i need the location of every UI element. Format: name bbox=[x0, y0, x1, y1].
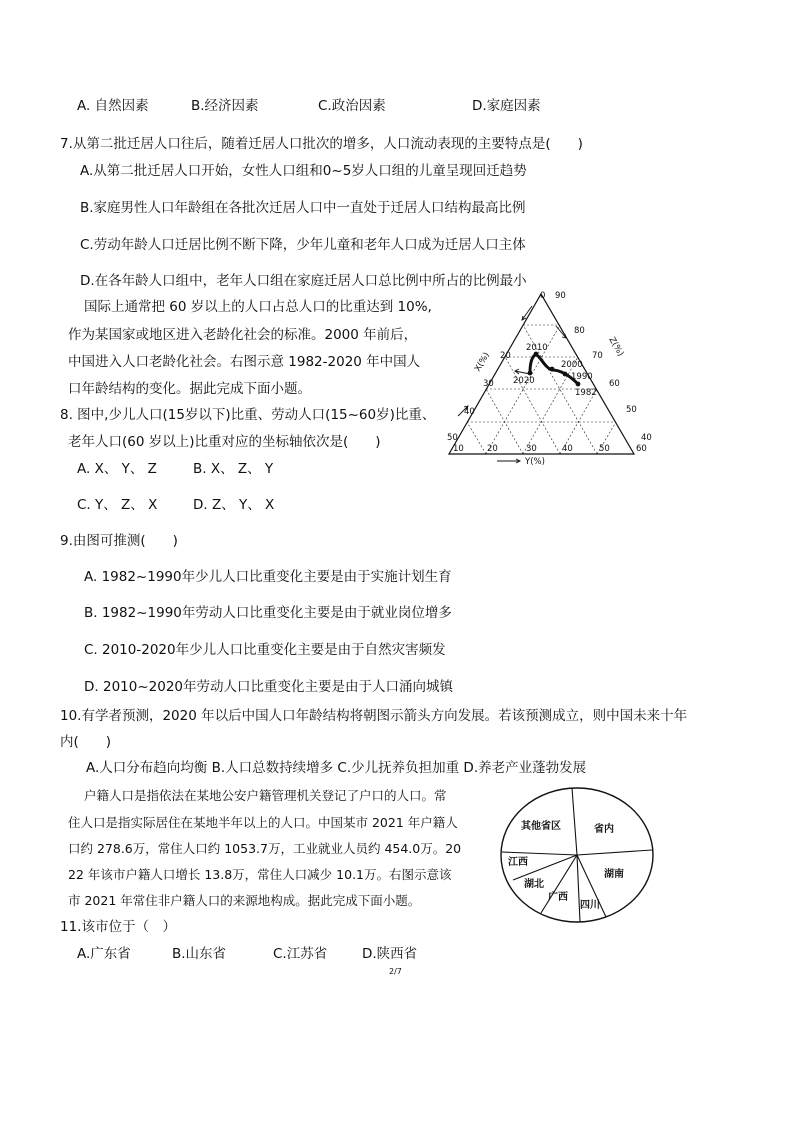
right-tick-70: 70 bbox=[592, 351, 603, 361]
q9-option-c: C. 2010-2020年少儿人口比重变化主要是由于自然灾害频发 bbox=[84, 642, 446, 658]
ternary-triangle bbox=[449, 294, 634, 454]
q10-stem-line-2: 内( ) bbox=[60, 734, 112, 750]
q10-stem-line-1: 10.有学者预测，2020 年以后中国人口年龄结构将朝图示箭头方向发展。若该预测成立，则中国未来十年 bbox=[60, 708, 688, 724]
q6-option-a: A. 自然因素 bbox=[77, 98, 149, 114]
q6-option-c: C.政治因素 bbox=[318, 98, 386, 114]
q8-option-d: D. Z、 Y、 X bbox=[193, 497, 275, 513]
q8-option-a: A. X、 Y、 Z bbox=[77, 461, 157, 477]
right-tick-60: 60 bbox=[609, 379, 620, 389]
left-tick-40: 40 bbox=[464, 407, 475, 417]
year-label-1982: 1982 bbox=[575, 388, 597, 398]
year-label-2000: 2000 bbox=[561, 360, 583, 370]
axis-z-label: Z(%) bbox=[606, 335, 626, 359]
year-label-2020: 2020 bbox=[513, 376, 535, 386]
q6-option-d: D.家庭因素 bbox=[472, 98, 541, 114]
q11-stem: 11.该市位于（ ） bbox=[60, 919, 176, 935]
q9-option-a: A. 1982~1990年少儿人口比重变化主要是由于实施计划生育 bbox=[84, 569, 452, 585]
q7-option-d: D.在各年龄人口组中，老年人口组在家庭迁居人口总比例中所占的比例最小 bbox=[80, 273, 527, 289]
q9-option-b: B. 1982~1990年劳动人口比重变化主要是由于就业岗位增多 bbox=[84, 605, 452, 621]
q11-option-a: A.广东省 bbox=[77, 946, 131, 962]
q8-stem-line-1: 8. 图中,少儿人口(15岁以下)比重、劳动人口(15~60岁)比重、 bbox=[60, 407, 436, 423]
passage1-line-2: 作为某国家或地区进入老龄化社会的标准。2000 年前后， bbox=[68, 327, 418, 343]
axis-y-label: Y(%) bbox=[525, 457, 545, 465]
right-tick-40: 40 bbox=[641, 433, 652, 443]
pie-label-jiangxi: 江西 bbox=[508, 857, 528, 868]
right-tick-80: 80 bbox=[574, 326, 585, 336]
q11-option-c: C.江苏省 bbox=[273, 946, 328, 962]
ternary-diagram bbox=[440, 285, 655, 465]
q7-option-a: A.从第二批迁居人口开始，女性人口组和0~5岁人口组的儿童呈现回迁趋势 bbox=[80, 163, 527, 179]
q10-options: A.人口分布趋向均衡 B.人口总数持续增多 C.少儿抚养负担加重 D.养老产业蓬勃发展 bbox=[86, 760, 587, 776]
bottom-tick-50: 50 bbox=[599, 444, 610, 454]
source-pie-chart bbox=[498, 786, 660, 928]
q7-option-c: C.劳动年龄人口迁居比例不断下降，少年儿童和老年人口成为迁居人口主体 bbox=[80, 237, 526, 253]
pie-label-hunan: 湖南 bbox=[604, 869, 624, 880]
year-label-1990: 1990 bbox=[571, 372, 593, 382]
bottom-tick-40: 40 bbox=[562, 444, 573, 454]
q9-option-d: D. 2010~2020年劳动人口比重变化主要是由于人口涌向城镇 bbox=[84, 679, 454, 695]
bottom-tick-20: 20 bbox=[487, 444, 498, 454]
passage1-line-3: 中国进入人口老龄化社会。右图示意 1982-2020 年中国人 bbox=[68, 354, 421, 370]
passage2-line-1: 户籍人口是指依法在某地公安户籍管理机关登记了户口的人口。常 bbox=[84, 788, 447, 803]
left-tick-30: 30 bbox=[483, 379, 494, 389]
passage1-line-1: 国际上通常把 60 岁以上的人口占总人口的比重达到 10%, bbox=[84, 299, 432, 315]
q11-option-b: B.山东省 bbox=[172, 946, 227, 962]
passage2-line-5: 市 2021 年常住非户籍人口的来源地构成。据此完成下面小题。 bbox=[68, 893, 421, 908]
axis-x-label: X(%) bbox=[472, 350, 492, 374]
passage1-line-4: 口年龄结构的变化。据此完成下面小题。 bbox=[68, 381, 311, 397]
passage2-line-2: 住人口是指实际居住在某地半年以上的人口。中国某市 2021 年户籍人 bbox=[68, 815, 458, 830]
q8-stem-line-2: 老年人口(60 岁以上)比重对应的坐标轴依次是( ) bbox=[68, 434, 381, 450]
q7-option-b: B.家庭男性人口年龄组在各批次迁居人口中一直处于迁居人口结构最高比例 bbox=[80, 200, 526, 216]
q11-option-d: D.陕西省 bbox=[362, 946, 418, 962]
right-tick-90: 90 bbox=[555, 291, 566, 301]
q9-stem: 9.由图可推测( ) bbox=[60, 533, 178, 549]
q6-option-b: B.经济因素 bbox=[191, 98, 259, 114]
bottom-tick-60: 60 bbox=[636, 444, 647, 454]
year-label-2010: 2010 bbox=[526, 343, 548, 353]
pie-label-hubei: 湖北 bbox=[524, 879, 544, 890]
q7-stem: 7.从第二批迁居人口往后，随着迁居人口批次的增多，人口流动表现的主要特点是( ) bbox=[60, 136, 583, 152]
q8-option-c: C. Y、 Z、 X bbox=[77, 497, 158, 513]
pie-label-guangxi: 广西 bbox=[548, 892, 568, 903]
left-tick-20: 20 bbox=[500, 351, 511, 361]
passage2-line-3: 口约 278.6万，常住人口约 1053.7万，工业就业人员约 454.0万。20 bbox=[68, 841, 462, 856]
pie-label-other-provinces: 其他省区 bbox=[521, 821, 561, 832]
passage2-line-4: 22 年该市户籍人口增长 13.8万，常住人口减少 10.1万。右图示意该 bbox=[68, 867, 452, 882]
page-number: 2/7 bbox=[389, 967, 402, 976]
left-tick-50: 50 bbox=[447, 433, 458, 443]
bottom-tick-10: 10 bbox=[453, 444, 464, 454]
right-tick-50: 50 bbox=[626, 405, 637, 415]
q8-option-b: B. X、 Z、 Y bbox=[193, 461, 274, 477]
pie-label-in-province: 省内 bbox=[594, 824, 614, 835]
bottom-tick-30: 30 bbox=[526, 444, 537, 454]
left-tick-0: 0 bbox=[540, 291, 546, 301]
pie-label-sichuan: 四川 bbox=[580, 900, 600, 911]
